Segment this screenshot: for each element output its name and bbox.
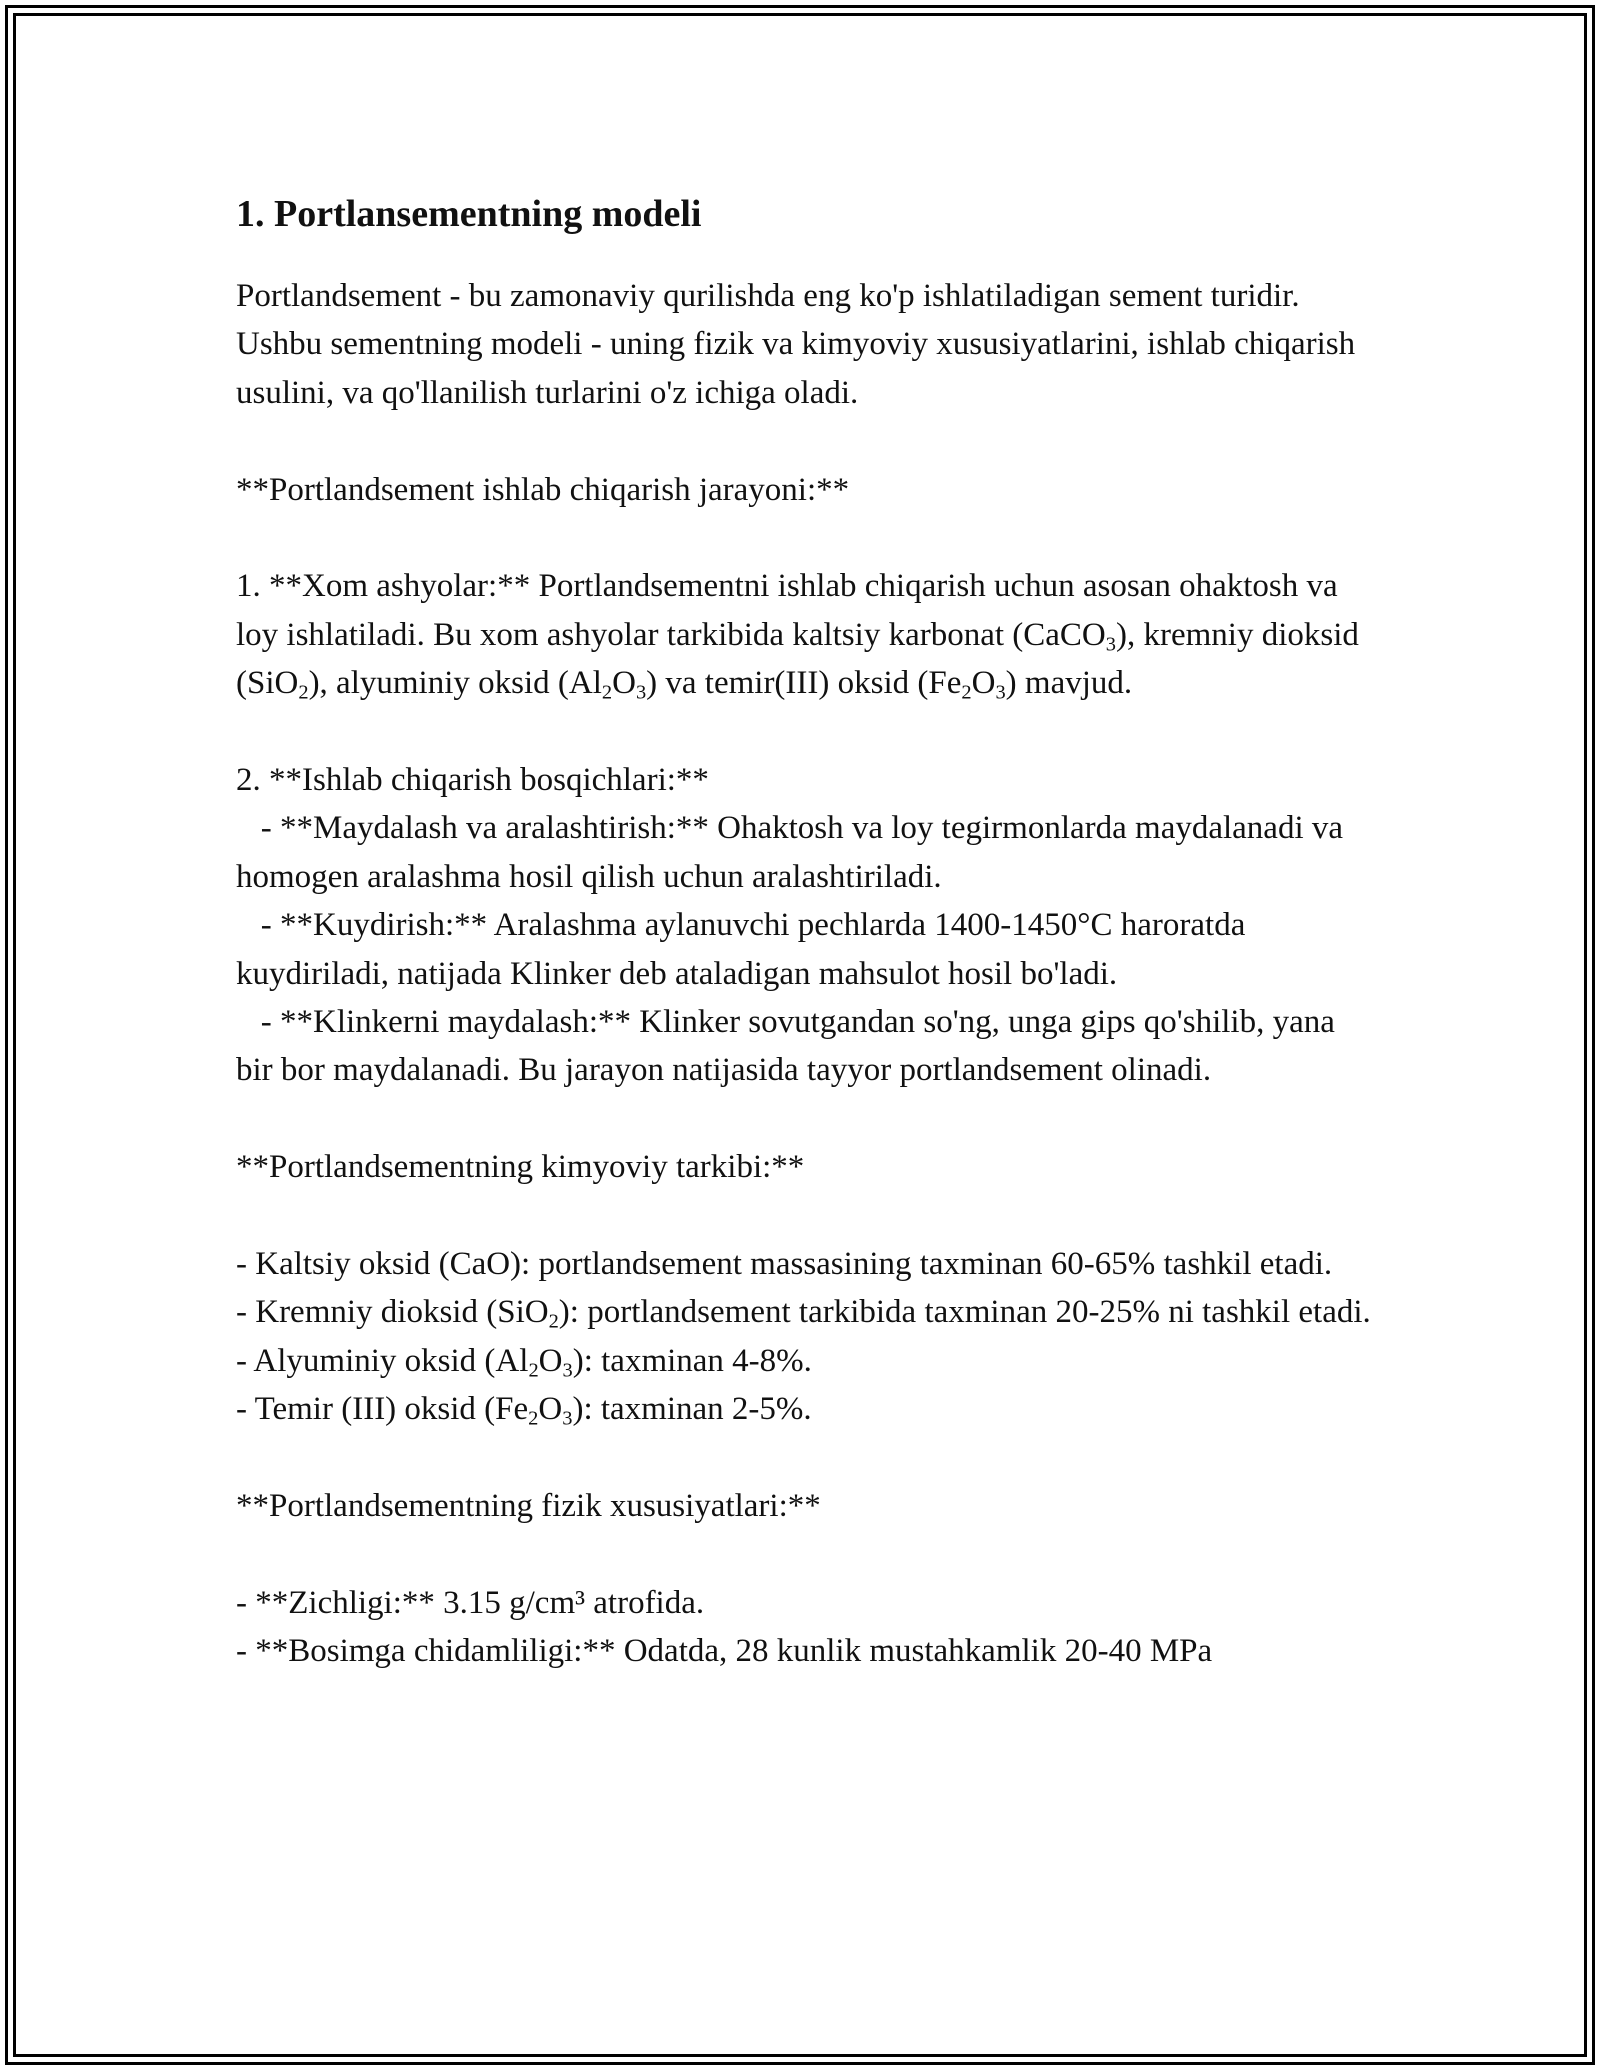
process-heading: **Portlandsement ishlab chiqarish jarayoni:** bbox=[236, 471, 850, 508]
physical-heading: **Portlandsementning fizik xususiyatlari:** bbox=[236, 1488, 821, 1525]
chemical-item-fe2o3: - Temir (III) oksid $(Fe_2O_3)$: taxminan 2-5%. bbox=[236, 1391, 812, 1430]
chemical-item-sio2: - Kremniy dioksid (SiO$_2$): portlandsement tarkibida taxminan 20-25% ni tashkil etadi. bbox=[236, 1294, 1371, 1334]
chemical-item-al2o3: - Alyuminiy oksid $(Al_2O_3)$: taxminan 4-8%. bbox=[236, 1342, 812, 1382]
stage-item-clinker: - **Klinkerni maydalash:** Klinker sovutgandan so'ng, unga gips qo'shilib, yana bir bor maydalanadi. Bu jarayon natijasida tayyor portlandsement olinadi. bbox=[236, 1004, 1335, 1089]
document-body bbox=[236, 186, 1376, 1676]
physical-item-strength: - **Bosimga chidamliligi:** Odatda, 28 kunlik mustahkamlik 20-40 MPa bbox=[236, 1633, 1213, 1670]
intro-paragraph: Portlandsement - bu zamonaviy qurilishda eng ko'p ishlatiladigan sement turidir. Ushbu sementning modeli - uning fizik va kimyoviy xususiyatlarini, ishlab chiqarish usulini, va qo'llanilish turlarini o'z ichiga oladi. bbox=[236, 278, 1356, 411]
chemical-heading: **Portlandsementning kimyoviy tarkibi:** bbox=[236, 1149, 805, 1186]
stage-item-grinding: - **Maydalash va aralashtirish:** Ohaktosh va loy tegirmonlarda maydalanadi va homogen aralashma hosil qilish uchun aralashtiriladi. bbox=[236, 810, 1344, 895]
stage-item-burning: - **Kuydirish:** Aralashma aylanuvchi pechlarda 1400-1450°C haroratda kuydiriladi, natijada Klinker deb ataladigan mahsulot hosil bo'ladi. bbox=[236, 907, 1246, 992]
raw-materials-paragraph: 1. **Xom ashyolar:** Portlandsementni ishlab chiqarish uchun asosan ohaktosh va loy ishlatiladi. Bu xom ashyolar tarkibida kaltsiy karbonat (CaCO$_3$), kremniy dioksid (SiO$_2$), alyuminiy oksid $(Al_2O_3)$ va temir(III) oksid $(Fe_2O_3)$ mavjud. bbox=[236, 568, 1359, 704]
chemical-item-cao: - Kaltsiy oksid (CaO): portlandsement massasining taxminan 60-65% tashkil etadi. bbox=[236, 1246, 1333, 1283]
document-title: 1. Portlansementning modeli bbox=[236, 193, 702, 235]
physical-item-density: - **Zichligi:** 3.15 g/cm³ atrofida. bbox=[236, 1584, 705, 1621]
stages-heading: 2. **Ishlab chiqarish bosqichlari:** bbox=[236, 762, 709, 799]
